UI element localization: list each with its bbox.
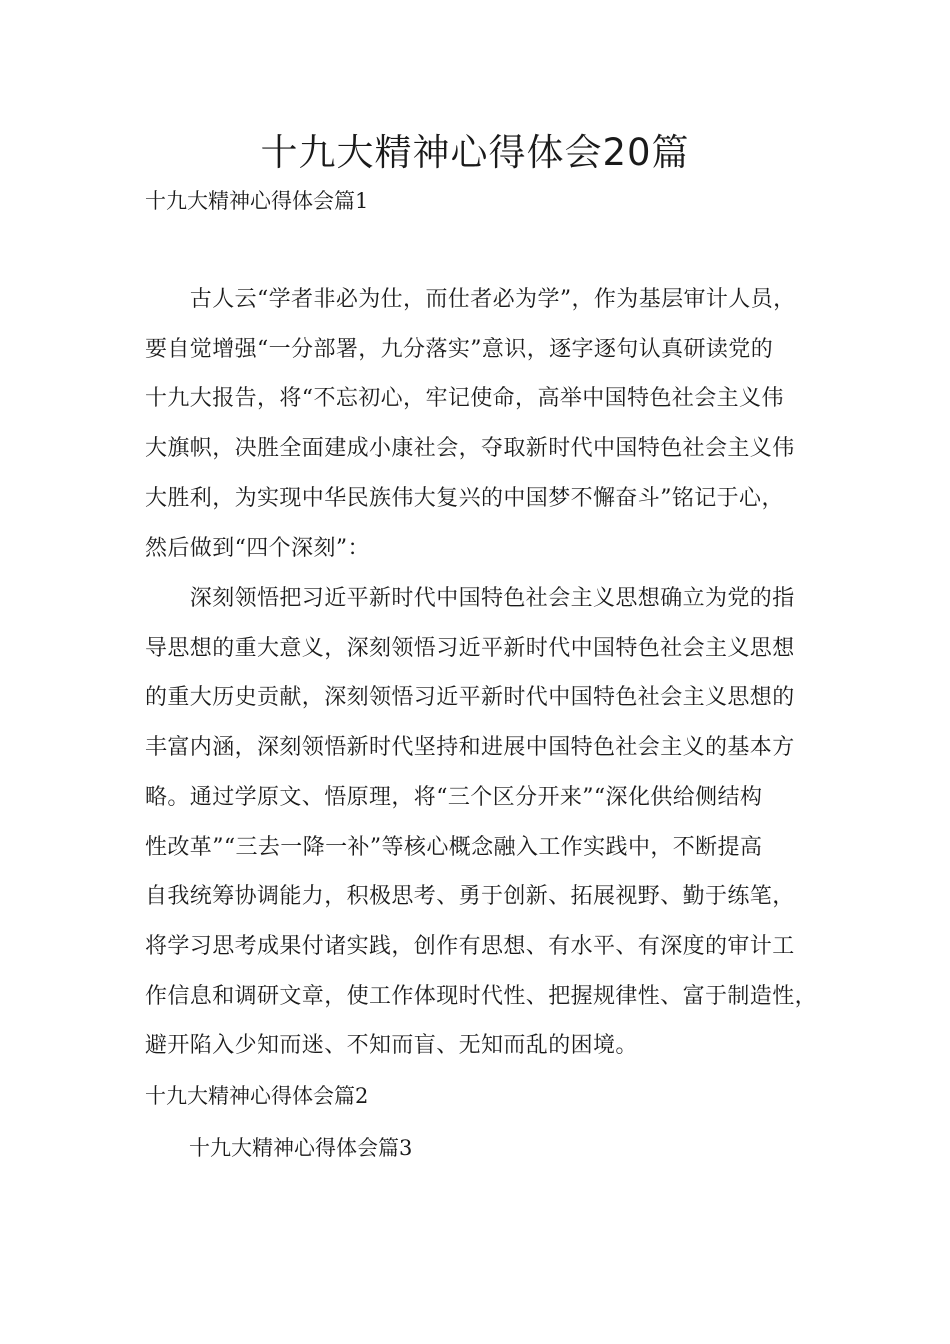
paragraph-line: 自我统筹协调能力，积极思考、勇于创新、拓展视野、勤于练笔， xyxy=(145,884,795,909)
paragraph-line: 导思想的重大意义，深刻领悟习近平新时代中国特色社会主义思想 xyxy=(145,636,795,661)
paragraph-line: 十九大报告，将“不忘初心，牢记使命，高举中国特色社会主义伟 xyxy=(145,386,784,411)
paragraph-line: 将学习思考成果付诸实践，创作有思想、有水平、有深度的审计工 xyxy=(145,934,795,959)
section-heading-2: 十九大精神心得体会篇2 xyxy=(145,1084,369,1108)
section-heading-1: 十九大精神心得体会篇1 xyxy=(145,189,369,213)
paragraph-line: 然后做到“四个深刻”： xyxy=(145,536,370,561)
paragraph-line: 要自觉增强“一分部署，九分落实”意识，逐字逐句认真研读党的 xyxy=(145,337,774,362)
paragraph-line: 略。通过学原文、悟原理，将“三个区分开来”“深化供给侧结构 xyxy=(145,785,763,810)
paragraph-line: 深刻领悟把习近平新时代中国特色社会主义思想确立为党的指 xyxy=(145,586,795,611)
paragraph-line: 性改革”“三去一降一补”等核心概念融入工作实践中，不断提高 xyxy=(145,835,763,860)
paragraph-line: 丰富内涵，深刻领悟新时代坚持和进展中国特色社会主义的基本方 xyxy=(145,735,795,760)
paragraph-line: 大胜利，为实现中华民族伟大复兴的中国梦不懈奋斗”铭记于心， xyxy=(145,486,784,511)
paragraph-line: 大旗帜，决胜全面建成小康社会，夺取新时代中国特色社会主义伟 xyxy=(145,436,795,461)
paragraph-line: 古人云“学者非必为仕，而仕者必为学”，作为基层审计人员， xyxy=(145,287,796,312)
paragraph-line: 作信息和调研文章，使工作体现时代性、把握规律性、富于制造性， xyxy=(145,984,818,1009)
paragraph-line: 的重大历史贡献，深刻领悟习近平新时代中国特色社会主义思想的 xyxy=(145,685,795,710)
document-title: 十九大精神心得体会20篇 xyxy=(260,131,690,174)
section-heading-3: 十九大精神心得体会篇3 xyxy=(189,1136,413,1160)
paragraph-line: 避开陷入少知而迷、不知而盲、无知而乱的困境。 xyxy=(145,1033,638,1058)
